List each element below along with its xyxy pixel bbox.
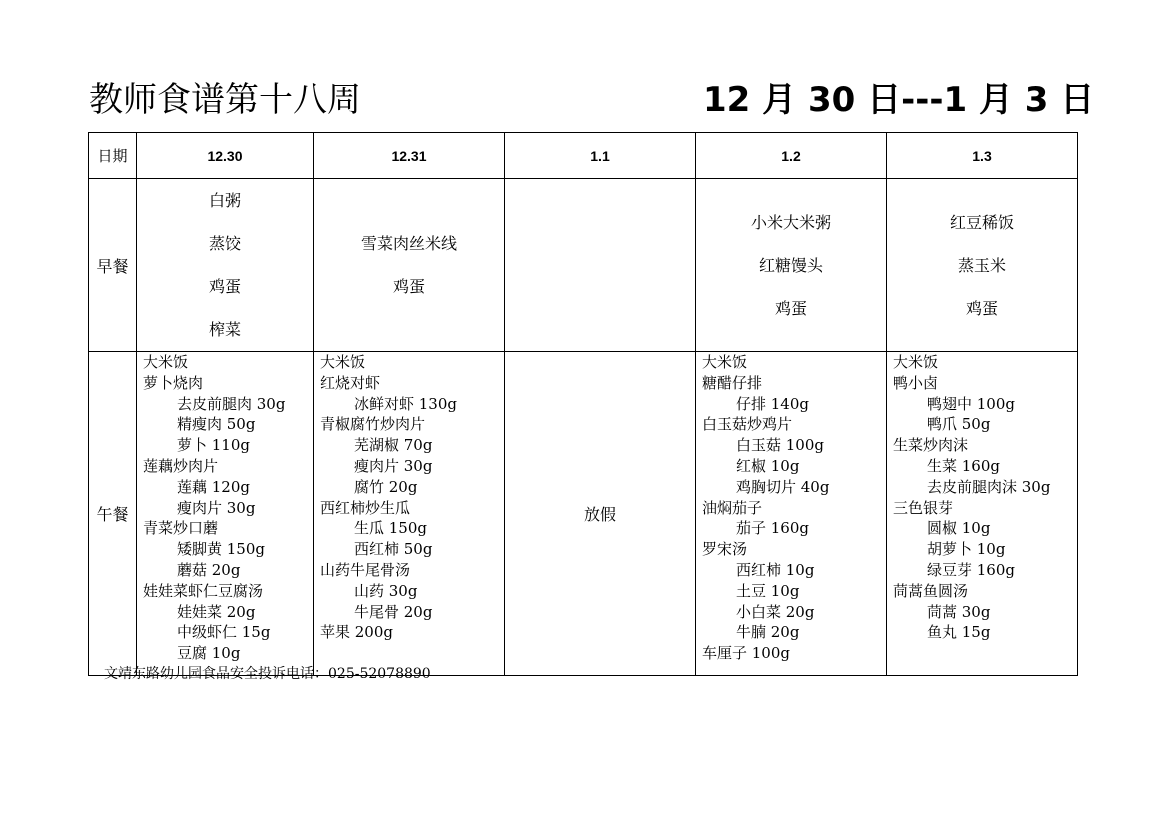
breakfast-cell [137,179,314,352]
ingredient-line: 瘦肉片 30g [177,498,256,517]
breakfast-cell [505,179,696,352]
ingredient-line: 鸭翅中 100g [927,394,1016,413]
ingredient-line: 牛尾骨 20g [354,602,433,621]
ingredient-line: 生瓜 150g [354,519,428,538]
dish-line: 西红柿炒生瓜 [320,498,411,517]
dish-line: 莲藕炒肉片 [143,456,219,475]
dish: 红豆稀饭 [949,212,1014,232]
dish-line: 糖醋仔排 [702,373,763,392]
lunch-row [89,352,1078,676]
date-cell: 12.31 [314,133,505,179]
dish-line: 大米饭 [702,353,748,371]
ingredient-line: 圆椒 10g [927,519,991,538]
dish-line: 大米饭 [893,353,939,371]
ingredient-line: 白玉菇 100g [736,436,825,455]
ingredient-line: 豆腐 10g [177,644,241,663]
date-cell: 1.2 [696,133,887,179]
dish-line: 白玉菇炒鸡片 [702,415,793,434]
ingredient-line: 茄子 160g [736,519,810,538]
ingredient-line: 莲藕 120g [177,477,251,496]
breakfast-label: 早餐 [89,179,137,352]
dish-line: 山药牛尾骨汤 [320,560,411,579]
ingredient-line: 精瘦肉 50g [177,415,256,434]
ingredient-line: 矮脚黄 150g [177,540,266,559]
ingredient-line: 鸭爪 50g [927,415,991,434]
lunch-cell [696,352,887,676]
dish-line: 大米饭 [320,353,366,371]
date-cell: 1.3 [887,133,1078,179]
dish: 鸡蛋 [208,277,241,296]
ingredient-line: 茼蒿 30g [927,602,991,621]
ingredient-line: 绿豆芽 160g [927,560,1016,579]
dish-line: 生菜炒肉沫 [893,436,969,455]
ingredient-line: 冰鲜对虾 130g [354,394,458,413]
ingredient-line: 土豆 10g [736,581,800,600]
lunch-cell [314,352,505,676]
breakfast-row [89,179,1078,352]
dish: 鸡蛋 [965,298,998,318]
dish-line: 三色银芽 [893,498,954,517]
dish: 雪菜肉丝米线 [360,234,457,253]
ingredient-line: 蘑菇 20g [177,560,241,579]
dish-line: 大米饭 [143,353,189,371]
ingredient-line: 西红柿 10g [736,560,815,579]
dish: 鸡蛋 [774,298,807,318]
dish-line: 青菜炒口蘑 [143,519,219,538]
lunch-cell [887,352,1078,676]
ingredient-line: 山药 30g [354,581,418,600]
ingredient-line: 生菜 160g [927,456,1001,475]
date-cell: 12.30 [137,133,314,179]
ingredient-line: 鱼丸 15g [927,623,991,642]
breakfast-cell [314,179,505,352]
dish: 红糖馒头 [758,255,823,275]
date-cell: 1.1 [505,133,696,179]
ingredient-line: 去皮前腿肉沫 30g [927,477,1051,496]
dish-line: 茼蒿鱼圆汤 [893,581,969,600]
ingredient-line: 牛腩 20g [736,623,800,642]
footer-complaint-phone: 文靖东路幼儿园食品安全投诉电话：025-52078890 [104,666,431,682]
dish-line: 娃娃菜虾仁豆腐汤 [143,581,264,600]
dish: 榨菜 [208,320,241,339]
dish: 鸡蛋 [392,277,425,296]
dish-line: 萝卜烧肉 [143,373,204,392]
dish-line: 青椒腐竹炒肉片 [320,415,426,434]
ingredient-line: 去皮前腿肉 30g [177,394,286,413]
ingredient-line: 萝卜 110g [177,436,251,455]
dish-line: 红烧对虾 [320,373,381,392]
header-row [89,133,1078,179]
ingredient-line: 西红柿 50g [354,540,433,559]
lunch-cell-holiday: 放假 [505,352,696,676]
ingredient-line: 瘦肉片 30g [354,456,433,475]
ingredient-line: 中级虾仁 15g [177,623,271,642]
page-title: 教师食谱第十八周 [89,80,361,120]
dish: 蒸饺 [208,234,241,253]
dish: 白粥 [208,191,241,210]
ingredient-line: 胡萝卜 10g [927,540,1006,559]
date-range: 12 月 30 日---1 月 3 日 [703,80,1095,120]
dish: 小米大米粥 [750,212,831,232]
breakfast-cell [887,179,1078,352]
lunch-cell [137,352,314,676]
menu-table [88,132,1078,676]
ingredient-line: 小白菜 20g [736,602,815,621]
dish-line: 苹果 200g [320,623,394,642]
breakfast-cell [696,179,887,352]
dish-line: 油焖茄子 [702,498,763,517]
lunch-label: 午餐 [89,352,137,676]
dish-line: 罗宋汤 [702,540,748,559]
ingredient-line: 仔排 140g [736,394,810,413]
ingredient-line: 红椒 10g [736,456,800,475]
dish-line: 车厘子 100g [702,644,791,663]
ingredient-line: 鸡胸切片 40g [736,477,830,496]
ingredient-line: 腐竹 20g [354,477,418,496]
dish-line: 鸭小卤 [893,373,939,392]
ingredient-line: 芜湖椒 70g [354,436,433,455]
header-label: 日期 [89,133,137,179]
dish: 蒸玉米 [957,255,1006,275]
ingredient-line: 娃娃菜 20g [177,602,256,621]
